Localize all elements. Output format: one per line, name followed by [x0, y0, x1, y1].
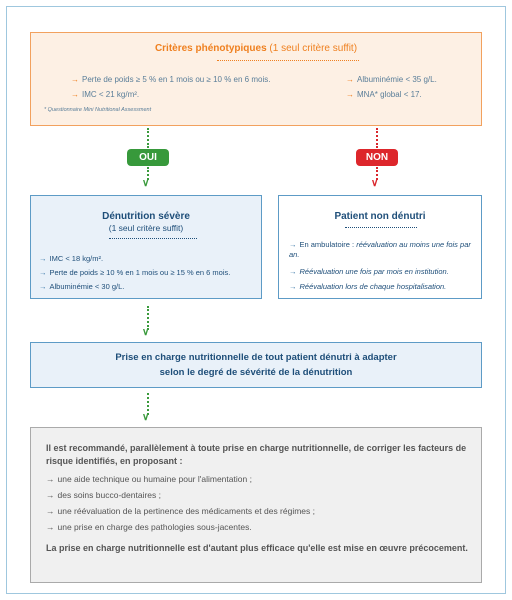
arrow-right-icon: → — [346, 90, 354, 99]
yes-badge: OUI — [127, 149, 169, 166]
criteria-title: Critères phénotypiques (1 seul critère suffit) — [154, 43, 358, 54]
chevron-down-icon: ∨ — [142, 412, 150, 423]
arrow-right-icon: → — [39, 268, 47, 277]
criteria-subtitle: (1 seul critère suffit) — [269, 43, 358, 54]
criteria-divider — [217, 60, 359, 61]
reassessment-item: → En ambulatoire : réévaluation au moins une fois par an. — [289, 240, 471, 259]
non-denourished-box — [278, 195, 482, 299]
criteria-item: → Perte de poids ≥ 5 % en 1 mois ou ≥ 10 % en 6 mois. — [71, 75, 271, 84]
arrow-right-icon: → — [346, 75, 354, 84]
criteria-item: → IMC < 21 kg/m². — [71, 90, 140, 99]
severe-criterion-item: → IMC < 18 kg/m². — [39, 254, 104, 263]
criteria-footnote: * Questionnaire Mini Nutritional Assessment — [44, 107, 152, 113]
arrow-right-icon: → — [46, 490, 55, 500]
criteria-item: → Albuminémie < 35 g/L. — [346, 75, 437, 84]
no-connector-top — [376, 128, 378, 148]
non-denourished-divider — [345, 227, 417, 228]
care-line: Prise en charge nutritionnelle de tout patient dénutri à adapter — [115, 352, 397, 363]
arrow-right-icon: → — [39, 282, 47, 291]
reassessment-item: → Réévaluation une fois par mois en institution. — [289, 267, 449, 276]
recommendation-box — [30, 427, 482, 583]
reassessment-item: → Réévaluation lors de chaque hospitalisation. — [289, 282, 447, 291]
yes-connector-top — [147, 128, 149, 148]
arrow-right-icon: → — [289, 267, 297, 276]
recommendation-item: → une aide technique ou humaine pour l'alimentation ; — [46, 474, 252, 484]
recommendation-intro: Il est recommandé, parallèlement à toute prise en charge nutritionnelle, de corriger les facteurs de risque identifiés, en proposant : — [46, 443, 467, 466]
severe-denutrition-box — [30, 195, 262, 299]
criteria-item: → MNA* global < 17. — [346, 90, 422, 99]
severe-denutrition-divider — [109, 238, 197, 239]
arrow-right-icon: → — [71, 90, 79, 99]
non-denourished-title: Patient non dénutri — [334, 211, 426, 222]
severe-criterion-item: → Perte de poids ≥ 10 % en 1 mois ou ≥ 15 % en 6 mois. — [39, 268, 231, 277]
arrow-right-icon: → — [39, 254, 47, 263]
recommendation-item: → une prise en charge des pathologies sous-jacentes. — [46, 522, 252, 532]
severe-denutrition-title: Dénutrition sévère — [102, 211, 190, 222]
arrow-right-icon: → — [71, 75, 79, 84]
recommendation-conclusion: La prise en charge nutritionnelle est d'autant plus efficace qu'elle est mise en œuvre précocement. — [46, 543, 468, 553]
arrow-right-icon: → — [46, 506, 55, 516]
chevron-down-icon: ∨ — [371, 178, 379, 189]
chevron-down-icon: ∨ — [142, 178, 150, 189]
recommendation-item: → des soins bucco-dentaires ; — [46, 490, 161, 500]
arrow-right-icon: → — [289, 282, 297, 291]
recommendation-item: → une réévaluation de la pertinence des médicaments et des régimes ; — [46, 506, 316, 516]
no-badge: NON — [356, 149, 398, 166]
chevron-down-icon: ∨ — [142, 327, 150, 338]
arrow-right-icon: → — [46, 474, 55, 484]
care-line: selon le degré de sévérité de la dénutrition — [159, 367, 353, 378]
severe-denutrition-subtitle: (1 seul critère suffit) — [108, 223, 184, 233]
nutritional-care-box — [30, 342, 482, 388]
severe-criterion-item: → Albuminémie < 30 g/L. — [39, 282, 125, 291]
arrow-right-icon: → — [46, 522, 55, 532]
arrow-right-icon: → — [289, 240, 297, 249]
